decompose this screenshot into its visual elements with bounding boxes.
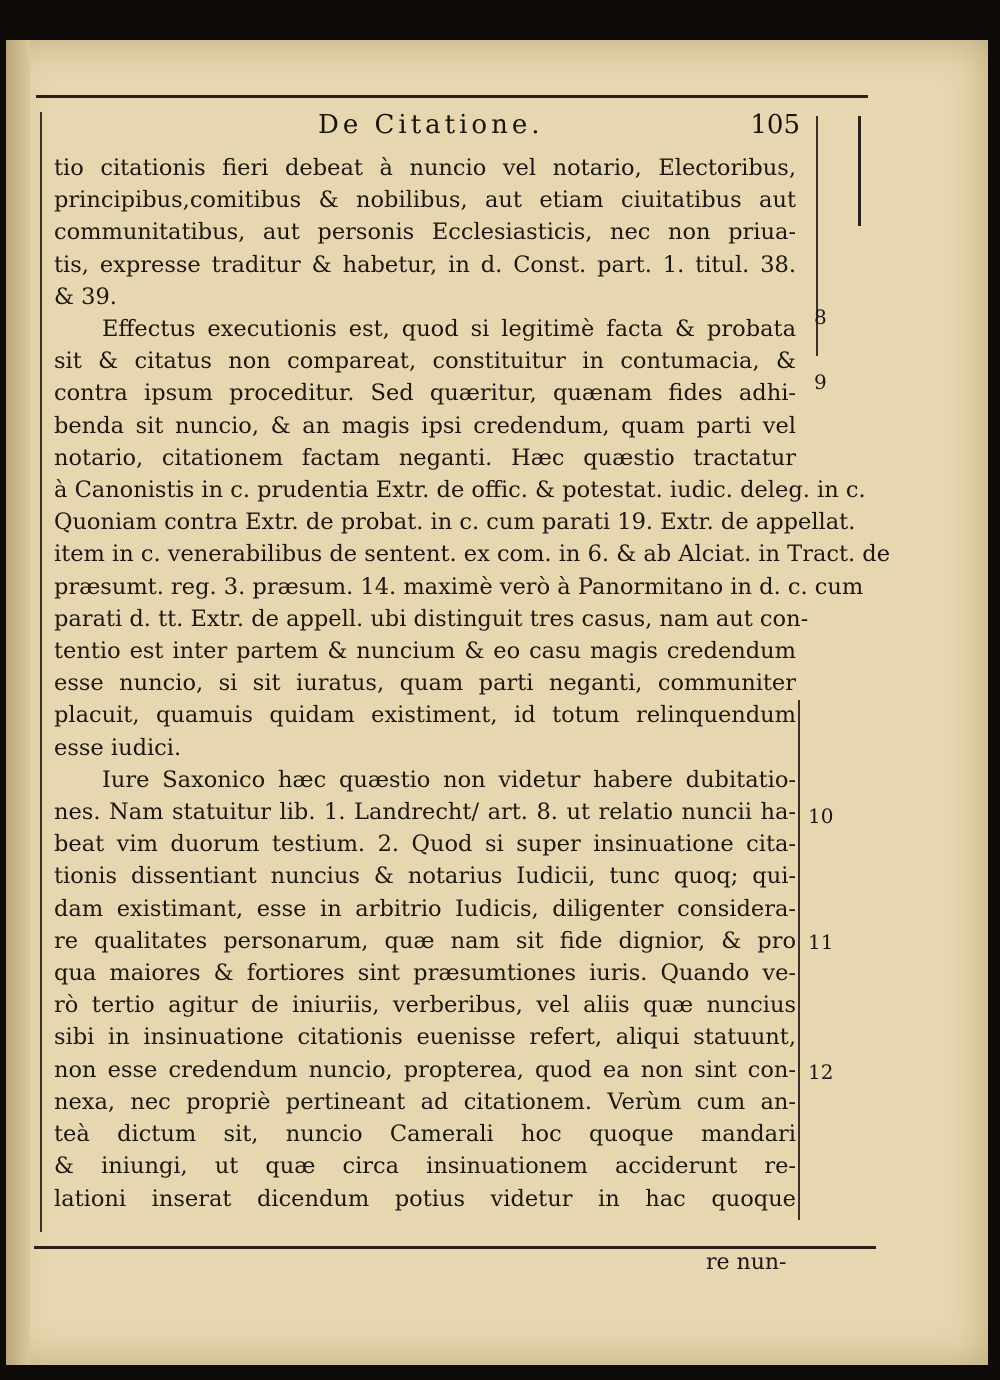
text-line: esse nuncio, si sit iuratus, quam parti neganti, communiter xyxy=(54,670,796,697)
text-line: tio citationis fieri debeat à nuncio vel notario, Electoribus, xyxy=(54,155,796,181)
margin-number-9: 9 xyxy=(814,370,827,394)
text-line: lationi inserat dicendum potius videtur in hac quoque xyxy=(54,1185,796,1212)
text-line: sibi in insinuatione citationis euenisse refert, aliqui statuunt, xyxy=(54,1024,796,1051)
text-line: nes. Nam statuitur lib. 1. Landrecht/ art. 8. ut relatio nuncii ha- xyxy=(54,799,796,826)
text-line: tentio est inter partem & nuncium & eo casu magis credendum xyxy=(54,638,796,665)
text-line: non esse credendum nuncio, propterea, quod ea non sint con- xyxy=(54,1056,796,1083)
left-border-line xyxy=(40,112,42,1232)
text-line: Iure Saxonico hæc quæstio non videtur habere dubitatio- xyxy=(102,766,796,793)
text-line: principibus,comitibus & nobilibus, aut etiam ciuitatibus aut xyxy=(54,187,796,214)
text-line: communitatibus, aut personis Ecclesiasticis, nec non priua- xyxy=(54,219,796,246)
text-line: nexa, nec propriè pertineant ad citationem. Verùm cum an- xyxy=(54,1088,796,1115)
text-line: parati d. tt. Extr. de appell. ubi distinguit tres casus, nam aut con- xyxy=(54,605,809,632)
text-line: & 39. xyxy=(54,283,117,310)
margin-number-10: 10 xyxy=(808,804,834,828)
text-line: contra ipsum proceditur. Sed quæritur, quænam fides adhi- xyxy=(54,380,796,407)
text-line: notario, citationem factam neganti. Hæc quæstio tractatur xyxy=(54,444,796,471)
text-line: Quoniam contra Extr. de probat. in c. cum parati 19. Extr. de appellat. xyxy=(54,509,856,536)
text-line: placuit, quamuis quidam existiment, id totum relinquendum xyxy=(54,702,796,729)
top-rule xyxy=(36,95,868,98)
page-binding-edge xyxy=(6,40,30,1365)
text-line: re qualitates personarum, quæ nam sit fide dignior, & pro xyxy=(54,927,796,954)
running-title: De Citatione. xyxy=(318,110,544,140)
text-line: dam existimant, esse in arbitrio Iudicis, diligenter considera- xyxy=(54,895,796,922)
text-line: teà dictum sit, nuncio Camerali hoc quoque mandari xyxy=(54,1121,796,1148)
text-line: qua maiores & fortiores sint præsumtiones iuris. Quando ve- xyxy=(54,960,796,987)
page-number: 105 xyxy=(750,110,800,140)
text-line: sit & citatus non compareat, constituitur in contumacia, & xyxy=(54,348,796,375)
text-line: esse iudici. xyxy=(54,734,182,761)
text-line: à Canonistis in c. prudentia Extr. de offic. & potestat. iudic. deleg. in c. xyxy=(54,477,866,504)
book-page xyxy=(6,40,988,1365)
text-line: benda sit nuncio, & an magis ipsi credendum, quam parti vel xyxy=(54,412,796,439)
text-line: tionis dissentiant nuncius & notarius Iudicii, tunc quoq; qui- xyxy=(54,863,796,890)
text-line: & iniungi, ut quæ circa insinuationem acciderunt re- xyxy=(54,1153,796,1180)
catchword: re nun- xyxy=(706,1250,787,1275)
text-line: præsumt. reg. 3. præsum. 14. maximè verò à Panormitano in d. c. cum xyxy=(54,573,864,600)
text-line: beat vim duorum testium. 2. Quod si super insinuatione cita- xyxy=(54,831,796,858)
margin-number-11: 11 xyxy=(808,930,834,954)
margin-rule xyxy=(858,116,861,226)
margin-number-12: 12 xyxy=(808,1060,834,1084)
right-border-line-bottom xyxy=(798,700,800,1220)
margin-number-8: 8 xyxy=(814,305,827,329)
text-line: rò tertio agitur de iniuriis, verberibus, vel aliis quæ nuncius xyxy=(54,992,796,1019)
text-line: item in c. venerabilibus de sentent. ex com. in 6. & ab Alciat. in Tract. de xyxy=(54,541,891,568)
text-line: tis, expresse traditur & habetur, in d. Const. part. 1. titul. 38. xyxy=(54,251,796,278)
text-line: Effectus executionis est, quod si legitimè facta & probata xyxy=(102,316,796,343)
bottom-rule xyxy=(34,1246,876,1249)
page-header xyxy=(46,110,816,150)
